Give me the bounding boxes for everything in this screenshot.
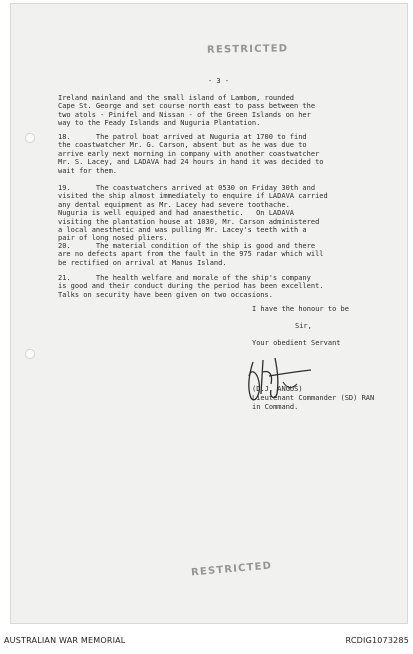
restricted-stamp-bottom: RESTRICTED xyxy=(190,560,273,579)
paragraph-18: 18. The patrol boat arrived at Nuguria at 1700 to find the coastwatcher Mr. G. Carson, absent but as he was due to arrive early next morning in company with another coastwatcher Mr. S. Lacey, and LADAVA had 24 hours in hand it was decided to wait for them. xyxy=(58,133,324,175)
document-page xyxy=(10,3,408,624)
restricted-stamp-top: RESTRICTED xyxy=(206,43,289,56)
paragraph-continuation: Ireland mainland and the small island of Lambom, rounded Cape St. George and set course north east to pass between the two atols - Pinifel and Nissan - of the Green Islands on her way to the Feady Islands and Nuguria Plantation. xyxy=(58,94,316,128)
signer-command: in Command. xyxy=(252,403,299,411)
paragraph-19: 19. The coastwatchers arrived at 0530 on Friday 30th and visited the ship almost immediately to enquire if LADAVA carried any dental equipment as Mr. Lacey had severe toothache. Nuguria is well equiped and had anaesthetic. On LADAVA visiting the plantation house at 1030, Mr. Carson administered a local anesthetic and was pulling Mr. Lacey's teeth with a pair of long nosed pliers. xyxy=(58,184,328,243)
salutation: Sir, xyxy=(295,322,312,330)
punch-hole-bottom xyxy=(25,349,35,359)
paragraph-21: 21. The health welfare and morale of the ship's company is good and their conduct during the period has been excellent. Talks on security have been given on two occasions. xyxy=(58,274,324,299)
closing-line: I have the honour to be xyxy=(252,305,349,313)
archive-reference-id: RCDIG1073285 xyxy=(345,636,409,645)
archive-credit: AUSTRALIAN WAR MEMORIAL xyxy=(4,636,126,645)
page-number: - 3 - xyxy=(208,77,230,85)
punch-hole-top xyxy=(25,133,35,143)
signer-rank: Lieutenant Commander (SD) RAN xyxy=(252,394,375,402)
signer-name: (D.J. ANGUS) xyxy=(252,385,303,393)
paragraph-20: 20. The material condition of the ship is good and there are no defects apart from the fault in the 975 radar which will be rectified on arrival at Manus Island. xyxy=(58,242,324,267)
obedient-servant-line: Your obedient Servant xyxy=(252,339,341,347)
